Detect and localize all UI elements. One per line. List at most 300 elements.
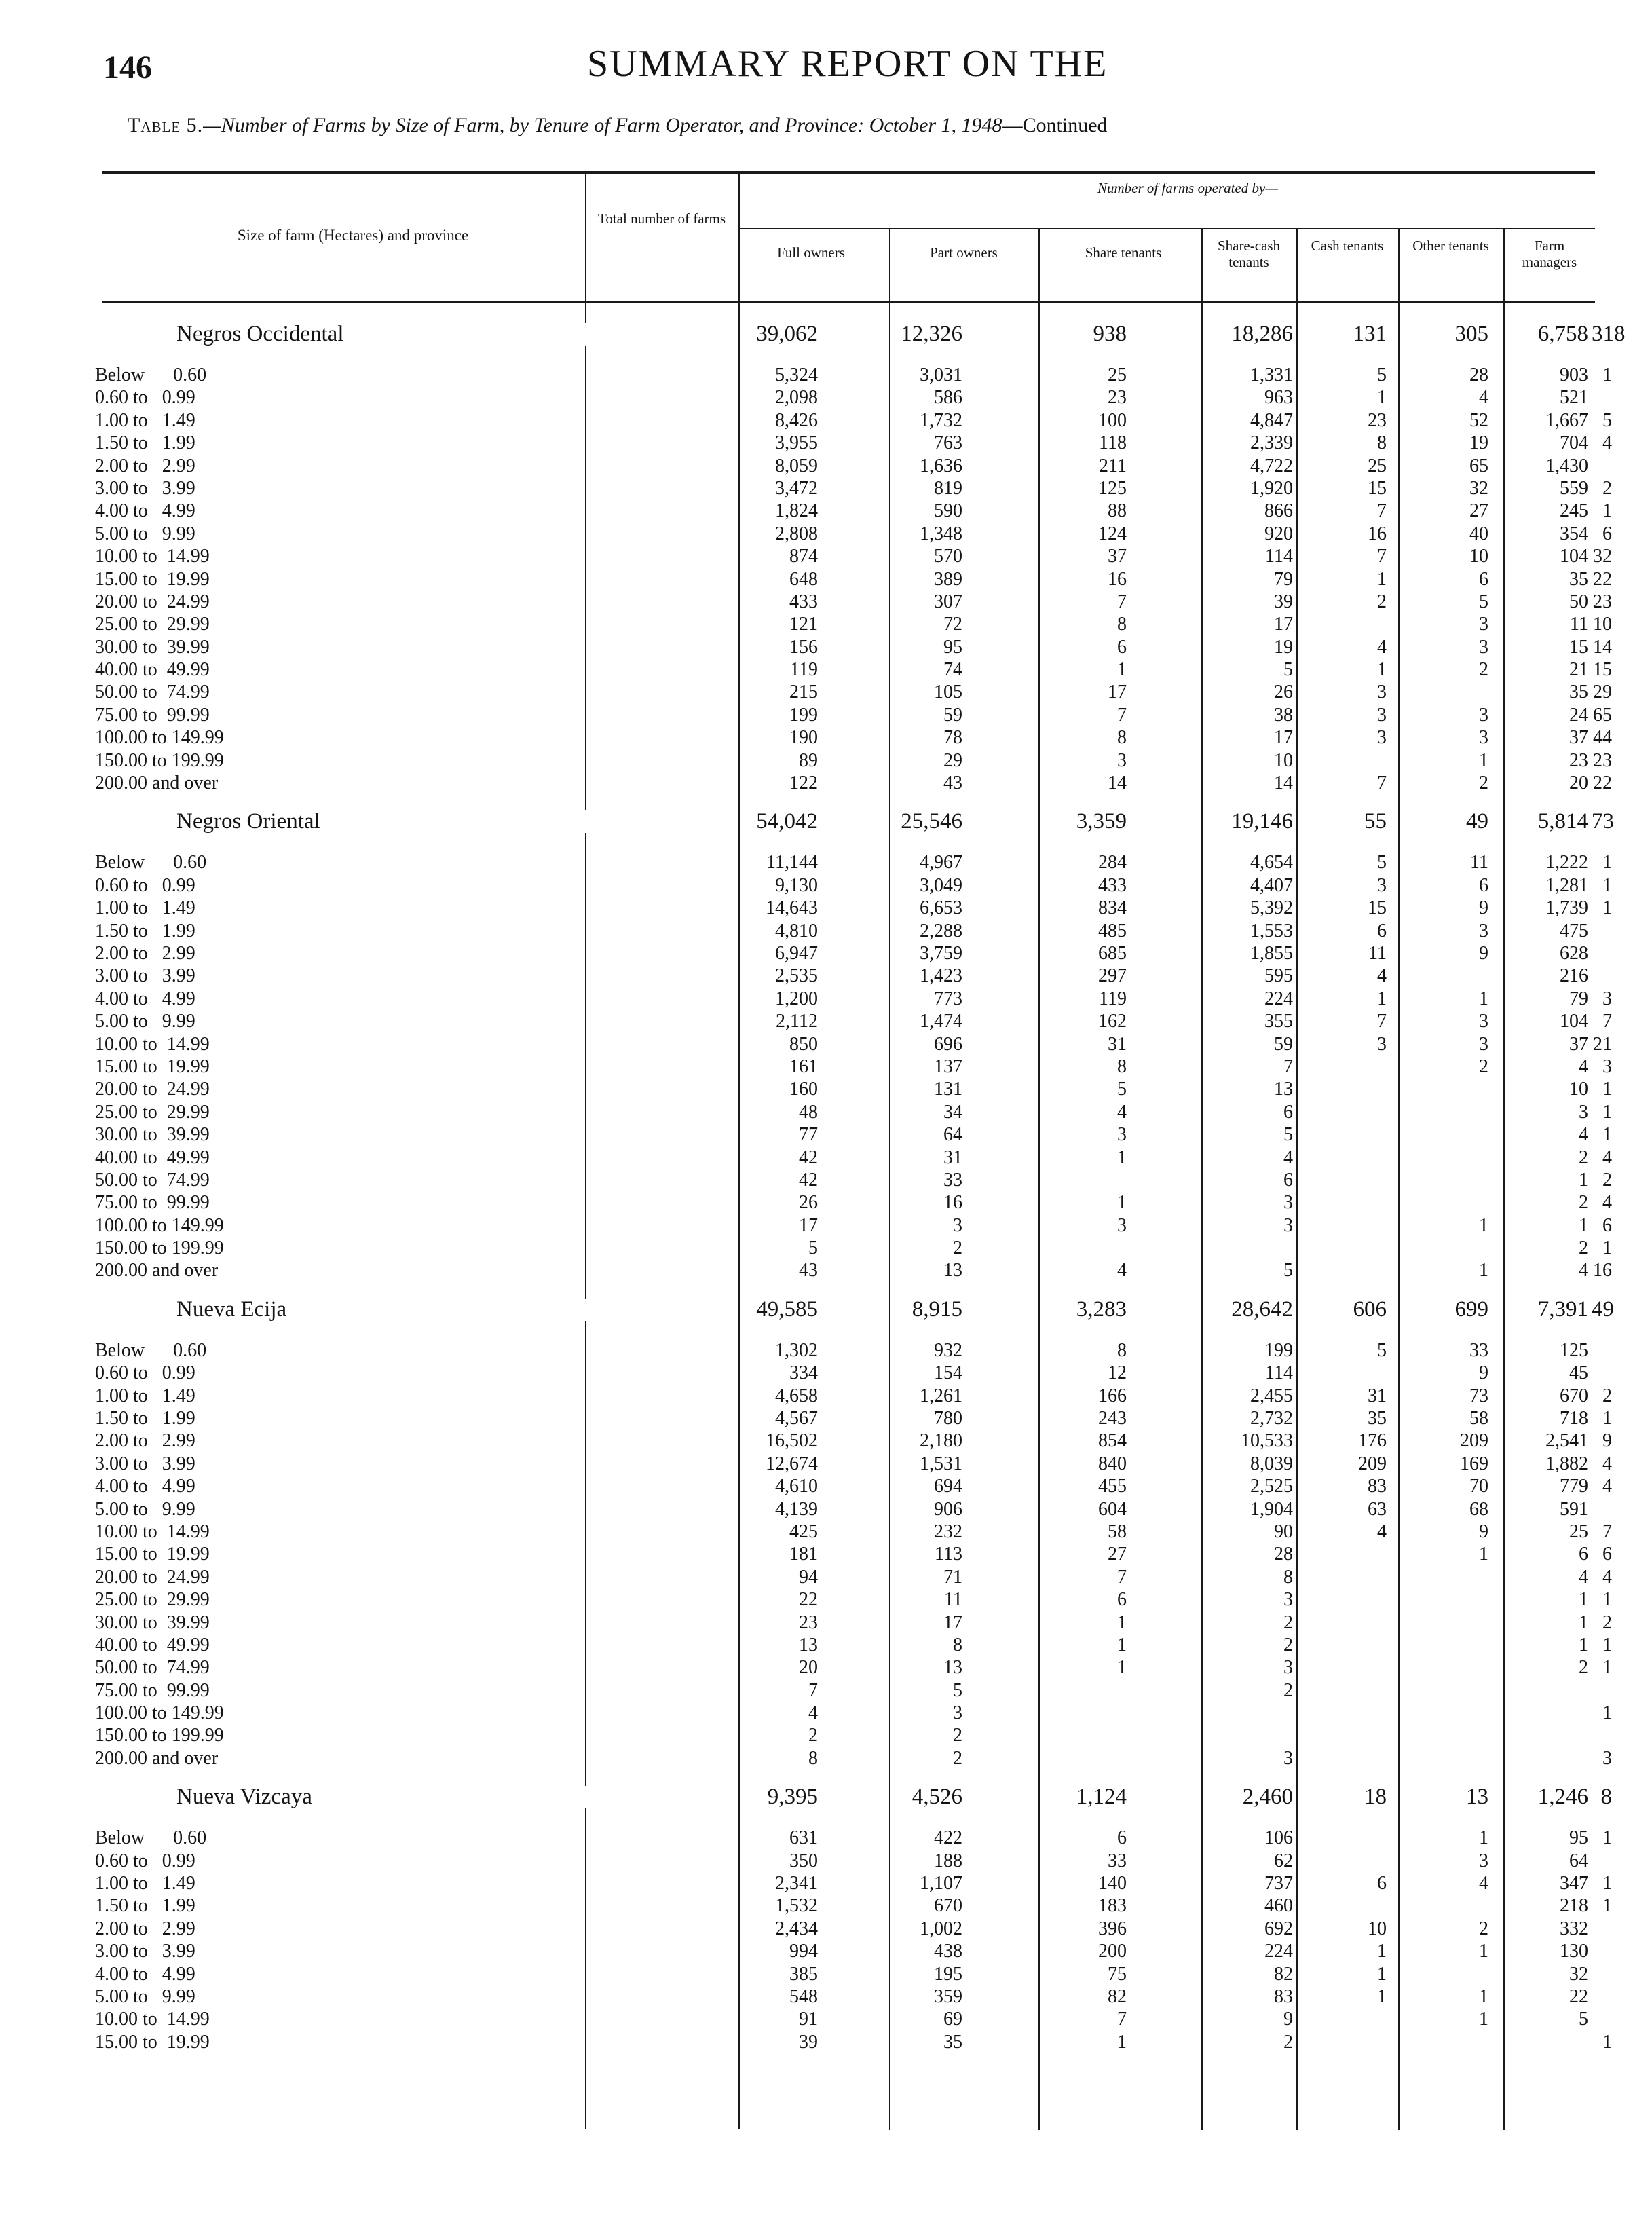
table-cell: 6 <box>1117 1589 1127 1611</box>
table-cell: 1 <box>1479 2009 1488 2030</box>
table-cell: 130 <box>1560 1941 1588 1962</box>
table-cell: 1,302 <box>775 1339 818 1361</box>
table-cell: 1 <box>1117 1611 1127 1633</box>
size-class-text: 15.00 to 19.99 <box>95 568 584 591</box>
table-row <box>95 658 1612 681</box>
size-class-label <box>95 1123 584 1146</box>
table-cell: 1 <box>1377 1986 1387 2007</box>
size-class-text: 4.00 to 4.99 <box>95 1963 584 1985</box>
size-class-label <box>95 1033 584 1056</box>
table-cell: 1 <box>1602 1101 1612 1123</box>
table-cell: 3,472 <box>775 477 818 499</box>
table-cell: 1 <box>1479 988 1488 1009</box>
table-cell: 2,808 <box>775 523 818 544</box>
table-cell: 4 <box>1579 1260 1588 1282</box>
table-cell: 224 <box>1264 988 1293 1009</box>
size-class-label <box>95 1101 584 1123</box>
province-total-cell: 3,283 <box>1076 1296 1127 1322</box>
table-cell: 39 <box>1274 591 1293 612</box>
table-cell: 26 <box>1274 682 1293 703</box>
size-class-label <box>95 636 584 658</box>
table-row <box>95 1339 1609 1362</box>
size-class-label <box>95 500 584 522</box>
table-cell: 354 <box>1560 523 1588 544</box>
table-row <box>95 1520 1612 1543</box>
table-cell: 22 <box>1569 1986 1588 2007</box>
table-row <box>95 942 1609 965</box>
size-class-label <box>95 568 584 591</box>
table-cell: 4,967 <box>920 852 962 874</box>
table-row <box>95 772 1612 794</box>
table-cell: 7 <box>1117 2009 1127 2030</box>
table-cell: 307 <box>934 591 962 612</box>
table-row <box>95 432 1612 454</box>
size-class-text: 75.00 to 99.99 <box>95 1191 584 1214</box>
table-cell: 31 <box>943 1146 962 1168</box>
table-cell: 2,112 <box>776 1011 818 1032</box>
table-row <box>95 1963 1609 1985</box>
table-cell: 4,407 <box>1250 874 1293 896</box>
size-class-text: 30.00 to 39.99 <box>95 1123 584 1146</box>
table-cell: 69 <box>943 2009 962 2030</box>
table-cell: 5 <box>808 1237 818 1259</box>
table-row <box>95 545 1612 567</box>
size-class-label <box>95 364 584 386</box>
table-cell: 2 <box>1479 1056 1488 1077</box>
table-cell: 11 <box>1368 942 1387 964</box>
table-cell: 114 <box>1265 546 1293 567</box>
table-cell: 1 <box>1602 1237 1612 1259</box>
table-cell: 7 <box>1602 1011 1612 1032</box>
province-total-row <box>95 798 1614 847</box>
table-cell: 29 <box>943 749 962 771</box>
table-cell: 1 <box>1602 1589 1612 1611</box>
table-cell: 35 <box>1368 1408 1387 1430</box>
table-cell: 1 <box>1479 1260 1488 1282</box>
province-total-cell: 4,526 <box>912 1785 962 1810</box>
table-cell: 14 <box>1274 772 1293 794</box>
size-class-label <box>95 1430 584 1452</box>
table-row <box>95 1827 1612 1849</box>
table-cell: 162 <box>1098 1011 1127 1032</box>
table-cell: 3 <box>1479 614 1488 635</box>
table-cell: 181 <box>789 1544 818 1565</box>
table-cell: 176 <box>1358 1430 1387 1452</box>
table-cell: 359 <box>934 1986 962 2007</box>
table-cell: 7 <box>1117 704 1127 726</box>
table-cell: 45 <box>1569 1362 1588 1384</box>
table-cell: 4 <box>1283 1146 1293 1168</box>
table-row <box>95 749 1612 772</box>
table-cell: 58 <box>1469 1408 1488 1430</box>
table-cell: 3 <box>1479 1011 1488 1032</box>
size-class-text: 4.00 to 4.99 <box>95 988 584 1010</box>
table-cell: 1,667 <box>1545 409 1588 431</box>
table-cell: 26 <box>799 1192 818 1214</box>
table-row <box>95 704 1612 726</box>
table-cell: 22 <box>799 1589 818 1611</box>
table-cell: 994 <box>789 1941 818 1962</box>
table-cell: 1 <box>1377 1963 1387 1985</box>
table-row <box>95 897 1612 919</box>
table-cell: 3 <box>1377 1033 1387 1055</box>
table-cell: 1,732 <box>920 409 962 431</box>
table-cell: 105 <box>934 682 962 703</box>
size-class-label <box>95 1985 584 2008</box>
size-class-text: 50.00 to 74.99 <box>95 681 584 703</box>
table-cell: 9 <box>1479 942 1488 964</box>
province-total-cell: 49 <box>1466 809 1488 834</box>
table-cell: 16 <box>1593 1260 1612 1282</box>
size-class-label <box>95 2031 584 2053</box>
table-cell: 20 <box>799 1657 818 1679</box>
province-total-cell: 39,062 <box>756 322 818 346</box>
table-cell: 1,281 <box>1545 874 1588 896</box>
table-cell: 3,049 <box>920 874 962 896</box>
size-class-text: 0.60 to 0.99 <box>95 386 584 409</box>
size-class-label <box>95 874 584 897</box>
table-cell: 14,643 <box>766 897 818 919</box>
province-total-cell: 18,286 <box>1231 322 1293 346</box>
table-cell: 2 <box>808 1725 818 1747</box>
size-class-label <box>95 897 584 919</box>
table-cell: 1,423 <box>920 965 962 987</box>
size-class-label <box>95 523 584 545</box>
size-class-label <box>95 1214 584 1237</box>
table-cell: 32 <box>1569 1963 1588 1985</box>
table-cell: 161 <box>789 1056 818 1077</box>
table-cell: 1 <box>1377 387 1387 409</box>
farm-managers-header: Farm managers <box>1522 238 1577 270</box>
province-total-cell: 49 <box>1592 1296 1614 1322</box>
table-cell: 2,455 <box>1250 1385 1293 1406</box>
total-header: Total number of farms <box>597 210 726 227</box>
table-cell: 1,261 <box>920 1385 962 1406</box>
province-total-cell: 9,395 <box>767 1785 818 1810</box>
table-cell: 6 <box>1579 1544 1588 1565</box>
table-cell: 2 <box>1579 1146 1588 1168</box>
size-class-label <box>95 1407 584 1430</box>
table-cell: 438 <box>934 1941 962 1962</box>
table-cell: 9 <box>1479 1362 1488 1384</box>
table-cell: 209 <box>1358 1453 1387 1474</box>
size-class-label <box>95 658 584 681</box>
table-cell: 140 <box>1098 1873 1127 1894</box>
table-cell: 35 <box>1569 682 1588 703</box>
table-cell: 118 <box>1099 432 1127 454</box>
province-total-cell: 49,585 <box>756 1296 818 1322</box>
table-cell: 3 <box>1602 1056 1612 1077</box>
table-cell: 2 <box>1283 1634 1293 1656</box>
size-class-text: 2.00 to 2.99 <box>95 942 584 965</box>
table-row <box>95 1430 1612 1452</box>
table-cell: 35 <box>1569 568 1588 590</box>
size-class-text: 40.00 to 49.99 <box>95 658 584 681</box>
table-row <box>95 1101 1612 1123</box>
table-cell: 59 <box>943 704 962 726</box>
table-cell: 6 <box>1479 568 1488 590</box>
size-class-label <box>95 1918 584 1940</box>
table-row <box>95 988 1612 1010</box>
table-cell: 42 <box>799 1169 818 1191</box>
table-cell: 75 <box>1108 1963 1127 1985</box>
table-cell: 23 <box>1368 409 1387 431</box>
size-class-label <box>95 1543 584 1565</box>
table-cell: 4 <box>1602 1453 1612 1474</box>
table-cell: 332 <box>1560 1918 1588 1939</box>
table-cell: 100 <box>1098 409 1127 431</box>
table-cell: 13 <box>799 1634 818 1656</box>
size-class-text: 25.00 to 29.99 <box>95 613 584 635</box>
table-cell: 5 <box>1283 659 1293 681</box>
province-name-text: Negros Occidental <box>176 323 665 346</box>
table-cell: 4 <box>1602 1192 1612 1214</box>
table-cell: 6 <box>1377 920 1387 941</box>
table-cell: 8,426 <box>775 409 818 431</box>
table-row <box>95 1010 1612 1032</box>
other-tenants-header: Other tenants <box>1412 238 1489 254</box>
size-class-label <box>95 851 584 874</box>
table-cell: 932 <box>934 1339 962 1361</box>
table-cell: 6 <box>1117 1827 1127 1849</box>
table-cell: 12,674 <box>766 1453 818 1474</box>
table-cell: 15 <box>1569 636 1588 658</box>
table-row <box>95 1611 1612 1634</box>
size-class-text: 0.60 to 0.99 <box>95 1850 584 1872</box>
table-cell: 7 <box>808 1679 818 1701</box>
table-cell: 389 <box>934 568 962 590</box>
table-cell: 5 <box>1602 409 1612 431</box>
table-row <box>95 409 1612 432</box>
table-cell: 7 <box>1377 500 1387 522</box>
table-cell: 694 <box>934 1476 962 1497</box>
size-class-text: 1.50 to 1.99 <box>95 1894 584 1917</box>
table-cell: 37 <box>1108 546 1127 567</box>
table-row <box>95 1850 1609 1872</box>
table-cell: 154 <box>934 1362 962 1384</box>
table-cell: 13 <box>943 1260 962 1282</box>
table-cell: 6 <box>1283 1169 1293 1191</box>
table-cell: 195 <box>934 1963 962 1985</box>
province-name-text: Nueva Vizcaya <box>176 1786 665 1808</box>
table-cell: 3 <box>953 1702 962 1724</box>
table-cell: 2,535 <box>775 965 818 987</box>
size-class-text: 1.50 to 1.99 <box>95 432 584 454</box>
table-cell: 3,031 <box>920 365 962 386</box>
table-cell: 11,144 <box>766 852 818 874</box>
table-cell: 1 <box>1479 1986 1488 2007</box>
table-cell: 83 <box>1368 1476 1387 1497</box>
table-cell: 874 <box>789 546 818 567</box>
table-row <box>95 1033 1612 1056</box>
table-cell: 7 <box>1117 591 1127 612</box>
table-row <box>95 1475 1612 1497</box>
size-class-text: 15.00 to 19.99 <box>95 2031 584 2053</box>
table-cell: 9,130 <box>775 874 818 896</box>
size-class-text: 1.50 to 1.99 <box>95 920 584 942</box>
size-class-text: 4.00 to 4.99 <box>95 500 584 522</box>
table-cell: 4 <box>1117 1260 1127 1282</box>
table-cell: 334 <box>789 1362 818 1384</box>
table-cell: 1,531 <box>920 1453 962 1474</box>
table-cell: 3 <box>1479 704 1488 726</box>
table-cell: 1,002 <box>920 1918 962 1939</box>
table-cell: 670 <box>1560 1385 1588 1406</box>
table-cell: 7 <box>1602 1520 1612 1542</box>
table-cell: 22 <box>1593 772 1612 794</box>
table-cell: 125 <box>1560 1339 1588 1361</box>
table-cell: 25 <box>1569 1520 1588 1542</box>
table-cell: 1,430 <box>1545 455 1588 477</box>
table-cell: 3 <box>1479 636 1488 658</box>
table-cell: 1 <box>1117 1634 1127 1656</box>
table-cell: 23 <box>1569 749 1588 771</box>
table-cell: 3 <box>1377 874 1387 896</box>
table-cell: 485 <box>1098 920 1127 941</box>
table-cell: 3,955 <box>775 432 818 454</box>
table-cell: 188 <box>934 1850 962 1871</box>
table-row <box>95 1679 1609 1702</box>
size-class-text: Below 0.60 <box>95 1339 584 1362</box>
table-cell: 5 <box>953 1679 962 1701</box>
table-row <box>95 2008 1609 2030</box>
table-cell: 199 <box>789 704 818 726</box>
table-cell: 4 <box>1479 387 1488 409</box>
table-cell: 11 <box>944 1589 962 1611</box>
size-class-label <box>95 1520 584 1543</box>
table-cell: 79 <box>1569 988 1588 1009</box>
table-cell: 475 <box>1560 920 1588 941</box>
table-cell: 2 <box>953 1237 962 1259</box>
table-cell: 4 <box>1602 1146 1612 1168</box>
table-cell: 35 <box>943 2031 962 2053</box>
table-cell: 4 <box>1377 636 1387 658</box>
size-class-label <box>95 988 584 1010</box>
table-cell: 4 <box>1377 965 1387 987</box>
table-cell: 90 <box>1274 1520 1293 1542</box>
province-total-cell: 3,359 <box>1076 809 1127 834</box>
table-cell: 3 <box>1579 1101 1588 1123</box>
table-cell: 3 <box>1602 988 1612 1009</box>
size-class-label <box>95 1078 584 1100</box>
table-cell: 17 <box>799 1214 818 1236</box>
table-cell: 1 <box>1602 897 1612 919</box>
table-cell: 6 <box>1602 1214 1612 1236</box>
size-class-text: 2.00 to 2.99 <box>95 1918 584 1940</box>
size-class-label <box>95 1872 584 1894</box>
table-row <box>95 568 1612 591</box>
table-cell: 10 <box>1469 546 1488 567</box>
province-total-cell: 55 <box>1364 809 1387 834</box>
table-cell: 1 <box>1602 365 1612 386</box>
table-cell: 72 <box>943 614 962 635</box>
size-class-label <box>95 920 584 942</box>
table-cell: 17 <box>1108 682 1127 703</box>
province-total-cell: 18 <box>1364 1785 1387 1810</box>
table-cell: 1 <box>1602 1408 1612 1430</box>
table-cell: 8 <box>1117 614 1127 635</box>
table-cell: 137 <box>934 1056 962 1077</box>
province-total-cell: 5,814 <box>1537 809 1588 834</box>
table-cell: 2 <box>1479 659 1488 681</box>
province-total-cell: 13 <box>1466 1785 1488 1810</box>
table-cell: 5 <box>1377 852 1387 874</box>
table-cell: 1 <box>1602 1895 1612 1917</box>
table-cell: 43 <box>799 1260 818 1282</box>
size-class-text: 3.00 to 3.99 <box>95 1940 584 1962</box>
table-cell: 6,653 <box>920 897 962 919</box>
size-class-label <box>95 409 584 432</box>
table-cell: 7 <box>1283 1056 1293 1077</box>
table-cell: 595 <box>1264 965 1293 987</box>
size-class-text: 5.00 to 9.99 <box>95 1498 584 1520</box>
size-class-label <box>95 1339 584 1362</box>
table-cell: 2 <box>1602 1169 1612 1191</box>
table-cell: 3 <box>1117 749 1127 771</box>
table-cell: 3 <box>1117 1124 1127 1146</box>
table-cell: 591 <box>1560 1498 1588 1520</box>
table-cell: 28 <box>1469 365 1488 386</box>
table-cell: 1 <box>1117 659 1127 681</box>
table-cell: 169 <box>1460 1453 1488 1474</box>
size-class-label <box>95 1827 584 1849</box>
table-cell: 1 <box>1377 659 1387 681</box>
province-total-row <box>95 311 1626 360</box>
size-class-label <box>95 1611 584 1634</box>
table-cell: 4 <box>1479 1873 1488 1894</box>
table-row <box>95 1985 1609 2008</box>
size-class-text: Below 0.60 <box>95 851 584 874</box>
size-class-label <box>95 1747 584 1770</box>
size-class-text: 4.00 to 4.99 <box>95 1475 584 1497</box>
table-cell: 9 <box>1479 897 1488 919</box>
table-cell: 6 <box>1479 874 1488 896</box>
table-top-rule <box>102 171 1595 174</box>
table-cell: 11 <box>1470 852 1488 874</box>
table-cell: 2,339 <box>1250 432 1293 454</box>
table-row <box>95 636 1612 658</box>
table-cell: 4,139 <box>775 1498 818 1520</box>
size-class-label <box>95 1656 584 1679</box>
table-cell: 63 <box>1368 1498 1387 1520</box>
table-cell: 284 <box>1098 852 1127 874</box>
table-cell: 27 <box>1469 500 1488 522</box>
table-cell: 70 <box>1469 1476 1488 1497</box>
table-cell: 1 <box>1602 1873 1612 1894</box>
size-class-label <box>95 386 584 409</box>
table-cell: 9 <box>1602 1430 1612 1452</box>
table-cell: 33 <box>1469 1339 1488 1361</box>
table-cell: 78 <box>943 727 962 749</box>
table-cell: 38 <box>1274 704 1293 726</box>
size-class-text: 1.00 to 1.49 <box>95 1385 584 1407</box>
table-cell: 12 <box>1108 1362 1127 1384</box>
size-class-label <box>95 772 584 794</box>
table-cell: 2 <box>1377 591 1387 612</box>
size-class-text: 5.00 to 9.99 <box>95 1985 584 2008</box>
table-cell: 460 <box>1264 1895 1293 1917</box>
table-cell: 840 <box>1098 1453 1127 1474</box>
table-cell: 114 <box>1265 1362 1293 1384</box>
size-class-text: 10.00 to 14.99 <box>95 1520 584 1543</box>
table-cell: 1 <box>1117 1146 1127 1168</box>
table-cell: 1 <box>1479 1544 1488 1565</box>
size-class-text: 20.00 to 24.99 <box>95 1566 584 1588</box>
table-cell: 3 <box>1602 1747 1612 1769</box>
province-total-cell: 131 <box>1353 322 1387 346</box>
size-class-text: 3.00 to 3.99 <box>95 965 584 987</box>
table-row <box>95 851 1612 874</box>
